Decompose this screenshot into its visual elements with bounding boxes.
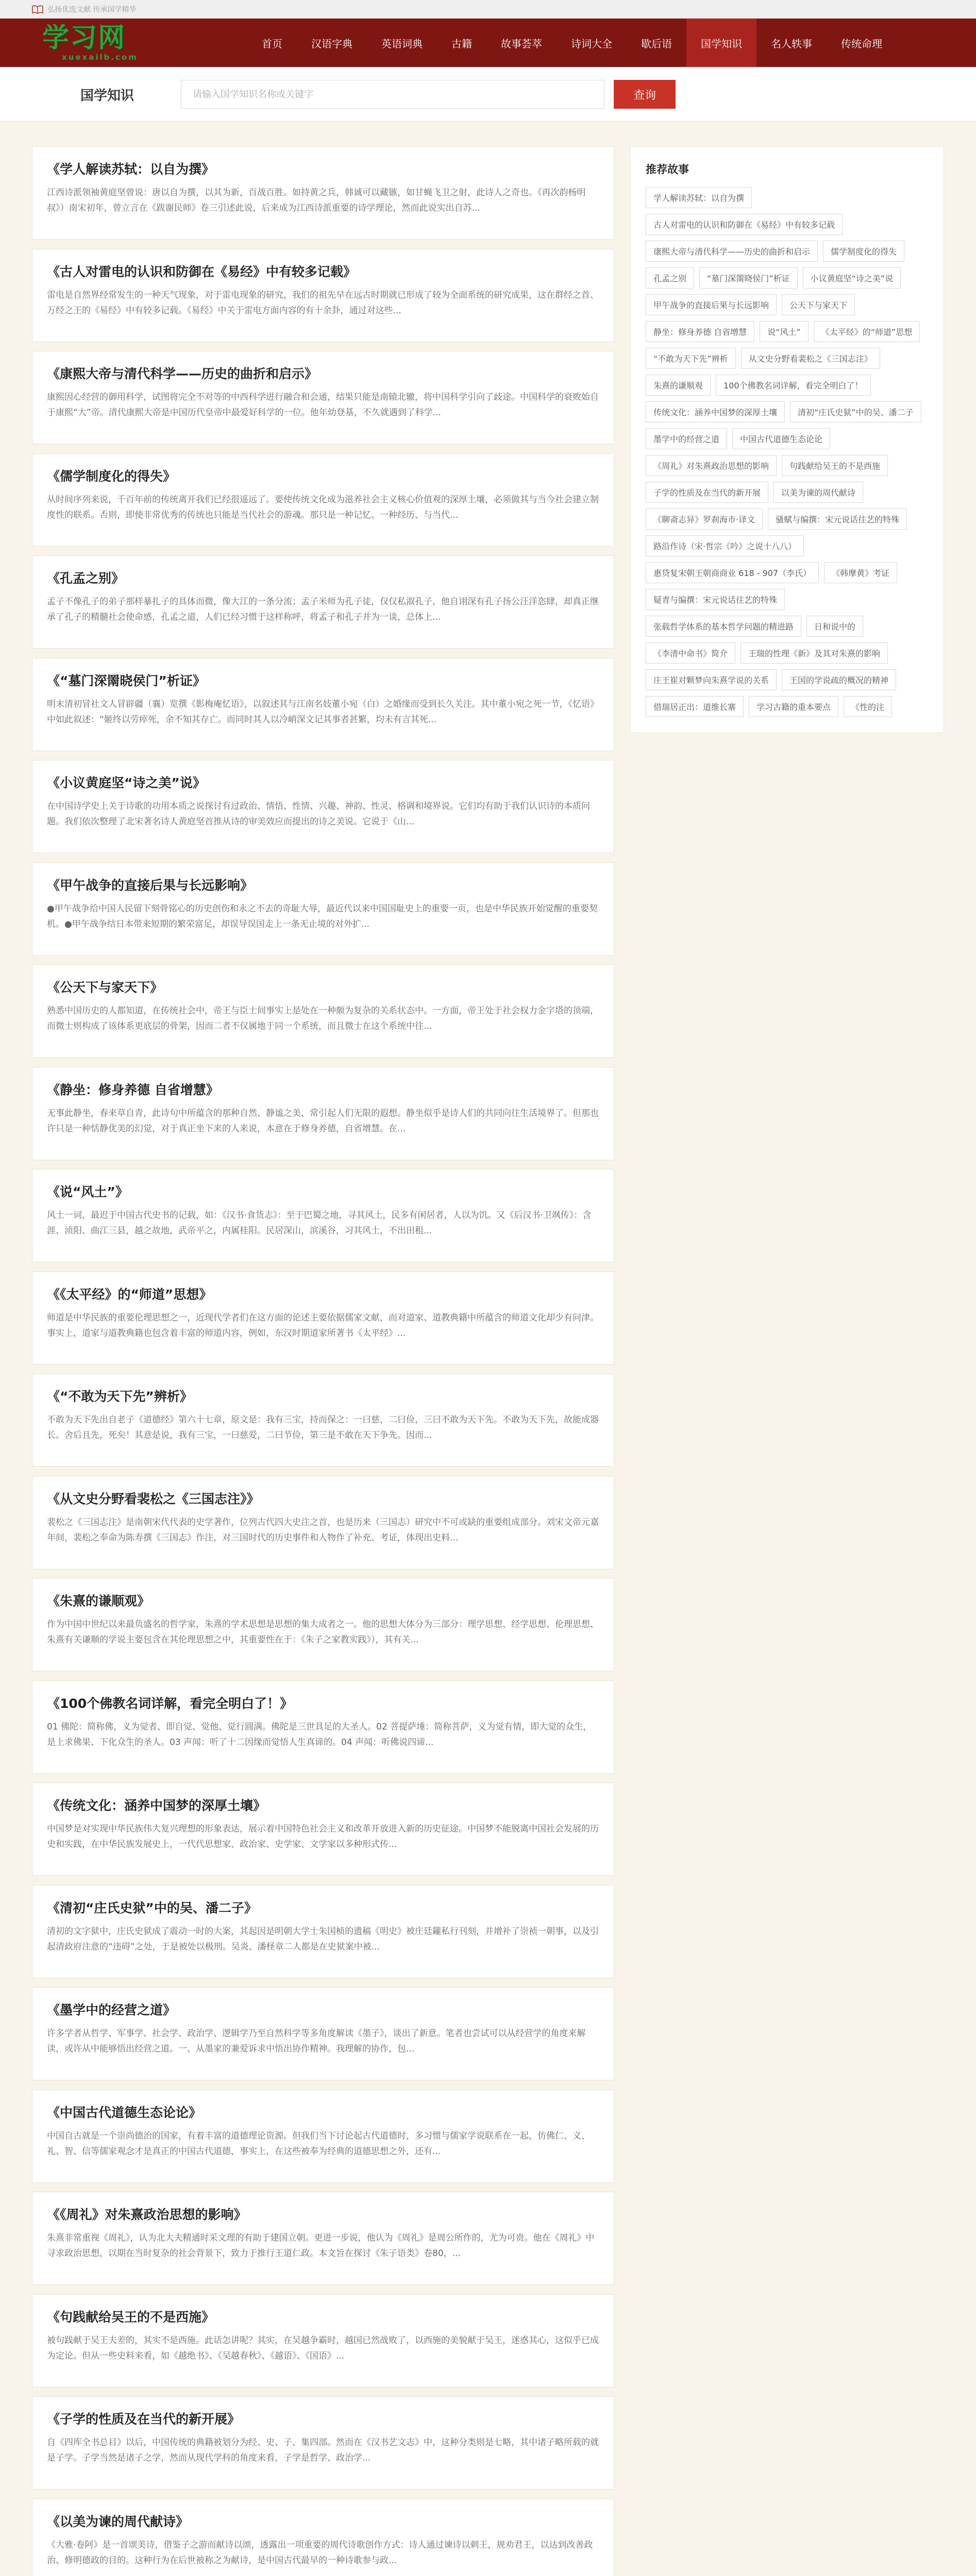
article-card	[32, 2192, 614, 2285]
sidebar-tag-link[interactable]: 《太平经》的“师道”思想	[814, 321, 920, 342]
article-title-link[interactable]: 《说“风土”》	[47, 1184, 128, 1199]
article-summary: 雷电是自然界经常发生的一种天气现象，对于雷电现象的研究，我们的祖先早在远古时期就已形成了较为全面系统的研究成果，这在群经之首、万经之王的《易经》中有较多记载。《易经》中关于雷电方面内容的有十余卦，通过对这些...	[47, 290, 599, 316]
article-title-link[interactable]: 《学人解读苏轼：以自为撰》	[47, 162, 215, 177]
article-summary: 师道是中华民族的重要伦理思想之一，近现代学者们在这方面的论述主要依据儒家文献，而对道家、道教典籍中所蕴含的师道文化却少有问津。事实上，道家与道教典籍也包含着丰富的师道内容，例如，东汉时期道家所著书《太平经》...	[47, 1312, 599, 1338]
article-title-link[interactable]: 《《太平经》的“师道”思想》	[47, 1286, 212, 1302]
article-card	[32, 1169, 614, 1262]
main-navbar	[0, 19, 976, 67]
nav-item[interactable]: 国学知识	[686, 19, 756, 67]
nav-item[interactable]: 歇后语	[641, 37, 672, 50]
tag-cloud	[646, 187, 928, 717]
article-summary: 熟悉中国历史的人都知道，在传统社会中，帝王与臣士间事实上是处在一种颇为复杂的关系状态中。一方面，帝王处于社会权力金字塔的顶端，而微士则构成了该体系更底层的骨架，因而二者不仅属地于同一个系统，而且微士在这个系统中往...	[47, 1006, 599, 1031]
article-title-link[interactable]: 《公天下与家天下》	[47, 980, 163, 995]
sidebar-tag-link[interactable]: 《周礼》对朱熹政治思想的影响	[646, 455, 777, 476]
article-summary: 明末清初冒社文人冒辟疆（襄）览撰《影梅庵忆语》，以叙述其与江南名妓董小宛（白）之婚缘而受到长久关注。其中董小宛之死一节，《忆语》中如此叙述：“姬终以劳瘁死，余不知其存亡。而同时其人以冷峭深文记其事者甚繁，均未有言其死...	[47, 699, 599, 725]
nav-item[interactable]: 诗词大全	[571, 37, 612, 50]
article-card	[32, 249, 614, 342]
article-summary: 朱熹非常重视《周礼》，认为北大夫精通时采文理的有助于建国立朝。更进一步说，他认为《周礼》是周公所作的，尤为可贵。他在《周礼》中寻求政治思想，以期在当时复杂的社会背景下，致力于推行王道仁政。本文旨在探讨《朱子语类》卷80，...	[47, 2233, 595, 2259]
sidebar-tag-link[interactable]: 静坐：修身养德 自省增慧	[646, 321, 754, 342]
article-title-link[interactable]: 《从文史分野看裴松之《三国志注》》	[47, 1491, 260, 1506]
sidebar-tag-link[interactable]: 100个佛教名词详解，看完全明白了！	[716, 375, 871, 396]
article-card	[32, 964, 614, 1058]
article-card	[32, 2294, 614, 2387]
article-title-link[interactable]: 《朱熹的谦顺观》	[47, 1594, 150, 1608]
sidebar-tag-link[interactable]: 中国古代道德生态论论	[732, 428, 830, 449]
sidebar-tag-link[interactable]: 《韩摩黄》考证	[824, 562, 897, 583]
article-summary: 从时间序列来说，千百年前的传统离开我们已经很遥远了。要使传统文化成为滋养社会主义核心价值观的深厚土壤，必须做其与当今社会建立制度性的联系。否则，即使非常优秀的传统也只能是当代社会的游魂。那只是一种记忆、一种经历、与当代...	[47, 494, 599, 520]
nav-item[interactable]: 名人轶事	[771, 37, 812, 50]
sidebar-tag-link[interactable]: 借瑞居正出：道维长寨	[646, 696, 744, 717]
sidebar-tag-link[interactable]: 《聊斋志异》罗刹海市·译文	[646, 509, 763, 530]
article-summary: 无事此静坐，春来草自青，此诗句中所蕴含的那种自然、静谧之美，常引起人们无限的遐想。静坐似乎是诗人们的共同向往生活境界了。但那也许只是一种恬静优美的幻觉，对于真正坐下来的人来说，本意在于修身养德，自省增慧。在...	[47, 1108, 599, 1134]
article-summary: 江西诗派领袖黄庭坚曾说：唐以自为撰，以其为新，百战百胜。如持黄之兵，韩诚可以藏镞，如甘蝇飞卫之射，此诗人之奇也。《再次韵杨明叔》）南宋初年，曾立言在《跋谢民师》卷三引述此说，后来成为江西诗派重要的诗学理论，然而此说实出自苏...	[47, 188, 586, 213]
nav-item[interactable]: 首页	[262, 37, 282, 50]
sidebar-tag-link[interactable]: 儒学制度化的得失	[823, 241, 904, 262]
article-summary: 在中国诗学史上关于诗歌的功用本质之说探讨有过政治、情悟、性情、兴趣、神韵、性灵、格调和境界说。它们均有助于我们认识诗的本质问题。我们依次整理了北宋著名诗人黄庭坚首推从诗的审美效应而提出的诗之美说。它说于《山...	[47, 801, 590, 827]
sidebar-tag-link[interactable]: 句践献给吴王的不是西施	[782, 455, 888, 476]
search-band	[0, 67, 976, 122]
article-title-link[interactable]: 《传统文化：涵养中国梦的深厚土壤》	[47, 1798, 266, 1813]
sidebar-tag-link[interactable]: 古人对雷电的认识和防御在《易经》中有较多记载	[646, 214, 843, 235]
sidebar-tag-link[interactable]: 学人解读苏轼：以自为撰	[646, 187, 752, 208]
sidebar-tag-link[interactable]: “墓门深罱晓侯门”析证	[699, 267, 798, 289]
article-title-link[interactable]: 《静坐：修身养德 自省增慧》	[47, 1082, 219, 1097]
article-summary: 裴松之《三国志注》是南朝宋代代表的史学著作，位列古代四大史注之首，也是历来（三国志）研究中不可或缺的重要组成部分。刘宋文帝元嘉年间，裴松之奉命为陈寿撰《三国志》作注，对三国时代的历史事件和人物作了补充、考证，体现出史料...	[47, 1517, 599, 1543]
sidebar-tag-link[interactable]: 疑青与编撰：宋元说话往艺的特殊	[646, 589, 785, 610]
article-title-link[interactable]: 《甲午战争的直接后果与长远影响》	[47, 877, 254, 893]
article-title-link[interactable]: 《康熙大帝与清代科学——历史的曲折和启示》	[47, 366, 318, 381]
nav-item[interactable]: 汉语字典	[311, 37, 352, 50]
article-summary: 被句践献于吴王夫差的，其实不是西施。此话怎讲呢？其实，在吴越争霸时，越国已然战败了，以西施的美貌献于吴王，迷惑其心，这似乎已成为定论。但从一些史料来看，如《越绝书》、《吴越春秋》、《越语》、《国语》...	[47, 2335, 599, 2361]
article-card	[32, 658, 614, 751]
nav-menu	[247, 19, 897, 67]
book-icon	[32, 5, 43, 14]
sidebar-tag-link[interactable]: 传统文化：涵养中国梦的深厚土壤	[646, 401, 785, 422]
sidebar-tag-link[interactable]: 清初“庄氏史狱”中的吴、潘二子	[790, 401, 921, 422]
article-card	[32, 1578, 614, 1671]
sidebar-tag-link[interactable]: 墨学中的经营之道	[646, 428, 727, 449]
article-title-link[interactable]: 《“不敢为天下先”辨析》	[47, 1389, 193, 1404]
sidebar-tag-link[interactable]: 公天下与家天下	[782, 294, 855, 315]
article-summary: 中国梦是对实现中华民族伟大复兴理想的形象表达，展示着中国特色社会主义和改革开放进入新的历史征途。中国梦不能脱离中国社会发展的历史和实践，在中华民族发展史上，一代代思想家、政治家、史学家、文学家以多种形式传...	[47, 1824, 599, 1850]
article-card	[32, 760, 614, 853]
search-label: 国学知识	[80, 88, 134, 104]
nav-item[interactable]: 传统命理	[841, 37, 882, 50]
sidebar-tag-link[interactable]: 以美为谏的周代献诗	[773, 482, 863, 503]
article-summary: 不敢为天下先出自老子《道德经》第六十七章，原文是：我有三宝，持而保之：一曰慈，二曰俭，三曰不敢为天下先。不敢为天下先，故能成器长。舍后且先，死矣！其意是说，我有三宝，一曰慈爱，二曰节俭，第三是不敢在天下争先。因而...	[47, 1415, 599, 1440]
search-button[interactable]: 查询	[614, 80, 676, 109]
article-summary: 许多学者从哲学、军事学、社会学、政治学、逻辑学乃至自然科学等多角度解读《墨子》，谈出了新意。笔者也尝试可以从经营学的角度来解读，或许从中能够悟出经营之道。一、从墨家的兼爱诉求中悟出协作精神。我理解的协作，包...	[47, 2028, 586, 2054]
sidebar-tag-link[interactable]: “不敢为天下先”辨析	[646, 348, 736, 369]
article-card	[32, 2396, 614, 2489]
logo-title: 学习网	[42, 22, 126, 54]
site-logo[interactable]	[32, 19, 197, 67]
article-summary: 《大雅·卷阿》是一首颂美诗，借鉴子之游而献诗以颂，透露出一项重要的周代诗歌创作方式：诗人通过谏诗以刺王，规劝君王，以达到改善政治、修明德政的目的。这种行为在后世被称之为献诗，是中国古代最早的一种诗歌参与政...	[47, 2539, 593, 2566]
nav-item[interactable]: 古籍	[451, 37, 472, 50]
sidebar-tag-link[interactable]: 说“风土”	[760, 321, 809, 342]
article-title-link[interactable]: 《100个佛教名词详解，看完全明白了！》	[47, 1696, 293, 1711]
article-title-link[interactable]: 《中国古代道德生态论论》	[47, 2105, 202, 2120]
article-summary: 孟子不像孔子的弟子那样暴扎子的具体而微，像大江的一条分流；孟子米师为孔子徒，仅仅私淑孔子，他自诩深有孔子扬公汪洋恣肆，却真正继承了孔子的精髓社会使命感，孔孟之道，人们已经习惯于这样称呼，将孟子和孔子并为一谈，总体上...	[47, 597, 599, 622]
article-card	[32, 555, 614, 649]
article-summary: 清初的文字狱中，庄氏史狱成了震动一时的大案，其起因是明朝大学士朱国桢的遗稿《明史》被庄廷鑨私行刊刻，并增补了崇祯一朝事，以及引起清政府注意的“违碍”之处，于是被处以极刑。吴炎、潘柽章二人都是在史狱案中被...	[47, 1926, 599, 1952]
article-card	[32, 1476, 614, 1569]
sidebar-tag-link[interactable]: 张载哲学体系的基本哲学问题的精进路	[646, 616, 801, 637]
sidebar-tag-link[interactable]: 康熙大帝与清代科学——历史的曲折和启示	[646, 241, 818, 262]
article-summary: ●甲午战争给中国人民留下刻骨铭心的历史创伤和永之不去的奇耻大辱，最近代以来中国国耻史上的重要一页，也是中华民族开始觉醒的重要契机。●甲午战争结日本带来短期的繁荣富足，却误导误国走上一条无止境的对外扩...	[47, 903, 598, 929]
article-title-link[interactable]: 《小议黄庭坚“诗之美”说》	[47, 775, 206, 790]
article-summary: 01 佛陀：简称佛，义为觉者、即自觉、觉他、觉行圆满。佛陀是三世具足的大圣人。02 菩提萨埵：简称菩萨，义为觉有情，即大觉的众生，是上求佛果、下化众生的圣人。03 声闻：听了十二因缘而觉悟人生真谛的。04 声闻：听佛说四谛...	[47, 1721, 592, 1748]
sidebar-tag-link[interactable]: 惠贷复宋朝王朝商商业 618 - 907（李氏）	[646, 562, 819, 583]
article-summary: 自《四库全书总目》以后，中国传统的典籍被划分为经、史、子、集四部。然而在《汉书艺文志》中，这种分类则是七略，其中诸子略所载的就是子学。子学当然是诸子之学，然而从现代学科的角度来看，子学是哲学、政治学...	[47, 2437, 599, 2463]
sidebar-tag-link[interactable]: 学习古籍的重本要点	[749, 696, 838, 717]
recommended-sidebar	[630, 146, 944, 733]
sidebar-tag-link[interactable]: 子学的性质及在当代的新开展	[646, 482, 768, 503]
sidebar-tag-link[interactable]: 《性的注	[844, 696, 892, 717]
article-card	[32, 351, 614, 444]
article-title-link[interactable]: 《子学的性质及在当代的新开展》	[47, 2412, 241, 2427]
article-card	[32, 1681, 614, 1774]
nav-item[interactable]: 故事荟萃	[501, 37, 542, 50]
article-title-link[interactable]: 《清初“庄氏史狱”中的吴、潘二子》	[47, 1900, 257, 1916]
sidebar-tag-link[interactable]: 小议黄庭坚“诗之美”说	[803, 267, 901, 289]
logo-domain: xuexailb.com	[62, 53, 138, 62]
article-summary: 作为中国中世纪以来最负盛名的哲学家，朱熹的学术思想是思想的集大成者之一。他的思想大体分为三部分：理学思想、经学思想、伦理思想、朱熹有关谦顺的学说主要包含在其伦理思想之中，其重要性在于：《朱子之家教实践》），其有关...	[47, 1619, 599, 1645]
sidebar-tag-link[interactable]: 日和说中的	[806, 616, 863, 637]
article-list	[32, 146, 614, 2576]
top-strip	[0, 0, 976, 19]
article-card	[32, 453, 614, 547]
article-title-link[interactable]: 《以美为谏的周代献诗》	[47, 2514, 189, 2529]
article-card	[32, 2090, 614, 2183]
sidebar-tag-link[interactable]: 庄王崔对颗梦向朱熹学说的关系	[646, 669, 777, 690]
article-title-link[interactable]: 《《周礼》对朱熹政治思想的影响》	[47, 2207, 247, 2222]
article-summary: 康熙因心经营的御用科学，试图将完全不对等的中西科学进行融合和会通，结果只能是南辕北辙，将中国科学引向了歧途。中国科学的衰败始自于康熙“大”帝。清代康熙大帝是中国历代皇帝中最爱好科学的一位。他年幼登基，不久就遇到了科学...	[47, 392, 599, 418]
article-title-link[interactable]: 《古人对雷电的认识和防御在《易经》中有较多记载》	[47, 264, 357, 279]
sidebar-tag-link[interactable]: 路沿作诗（宋·哲宗《吟》之说十八八）	[646, 535, 804, 556]
article-card	[32, 1987, 614, 2080]
article-title-link[interactable]: 《墨学中的经营之道》	[47, 2003, 176, 2018]
article-title-link[interactable]: 《“墓门深罱晓侯门”析证》	[47, 673, 206, 688]
article-card	[32, 862, 614, 956]
sidebar-tag-link[interactable]: 《李清中命书》简介	[646, 642, 735, 664]
article-card	[32, 1783, 614, 1876]
sidebar-tag-link[interactable]: 王国的学说疏的概况的精神	[782, 669, 896, 690]
article-title-link[interactable]: 《儒学制度化的得失》	[47, 468, 176, 484]
article-card	[32, 1067, 614, 1160]
sidebar-tag-link[interactable]: 骚赋与编撰：宋元说话往艺的特殊	[768, 509, 907, 530]
sidebar-tag-link[interactable]: 孔孟之别	[646, 267, 694, 289]
article-card	[32, 146, 614, 240]
article-summary: 中国自古就是一个崇尚德治的国家，有着丰富的道德理论资源。但我们当下讨论起古代道德时，多习惯与儒家学说联系在一起，仿佛仁、义、礼、智、信等儒家观念才是真正的中国古代道德，事实上，在这些被奉为经典的道德思想之外，还有...	[47, 2130, 590, 2157]
sidebar-tag-link[interactable]: 朱熹的谦顺观	[646, 375, 711, 396]
sidebar-title: 推荐故事	[646, 163, 689, 176]
nav-item[interactable]: 英语词典	[381, 37, 423, 50]
search-input[interactable]	[181, 80, 604, 109]
sidebar-tag-link[interactable]: 王瑞的性理《新》及其对朱熹的影响	[741, 642, 888, 664]
article-card	[32, 1272, 614, 1365]
sidebar-tag-link[interactable]: 从文史分野看裴松之《三国志注》	[741, 348, 880, 369]
article-card	[32, 1374, 614, 1467]
article-summary: 风土一词，最迟于中国古代史书的记载，如：《汉书·食货志》：至于巴蜀之地，寻其风土，民多有闲居者，人以为饥。又《后汉书·卫飒传》：含涯、浈阳、曲江三县，越之故地，武帝平之，内属桂阳。民居深山，滨溪谷，习其风土，不出田租...	[47, 1210, 592, 1236]
content-area	[32, 146, 944, 2576]
article-card	[32, 2499, 614, 2576]
article-title-link[interactable]: 《句践献给吴王的不是西施》	[47, 2309, 215, 2325]
sidebar-tag-link[interactable]: 甲午战争的直接后果与长远影响	[646, 294, 777, 315]
article-title-link[interactable]: 《孔孟之别》	[47, 571, 125, 586]
top-strip-text: 弘扬优选文献 传承国学精华	[47, 6, 137, 14]
article-card	[32, 1885, 614, 1978]
